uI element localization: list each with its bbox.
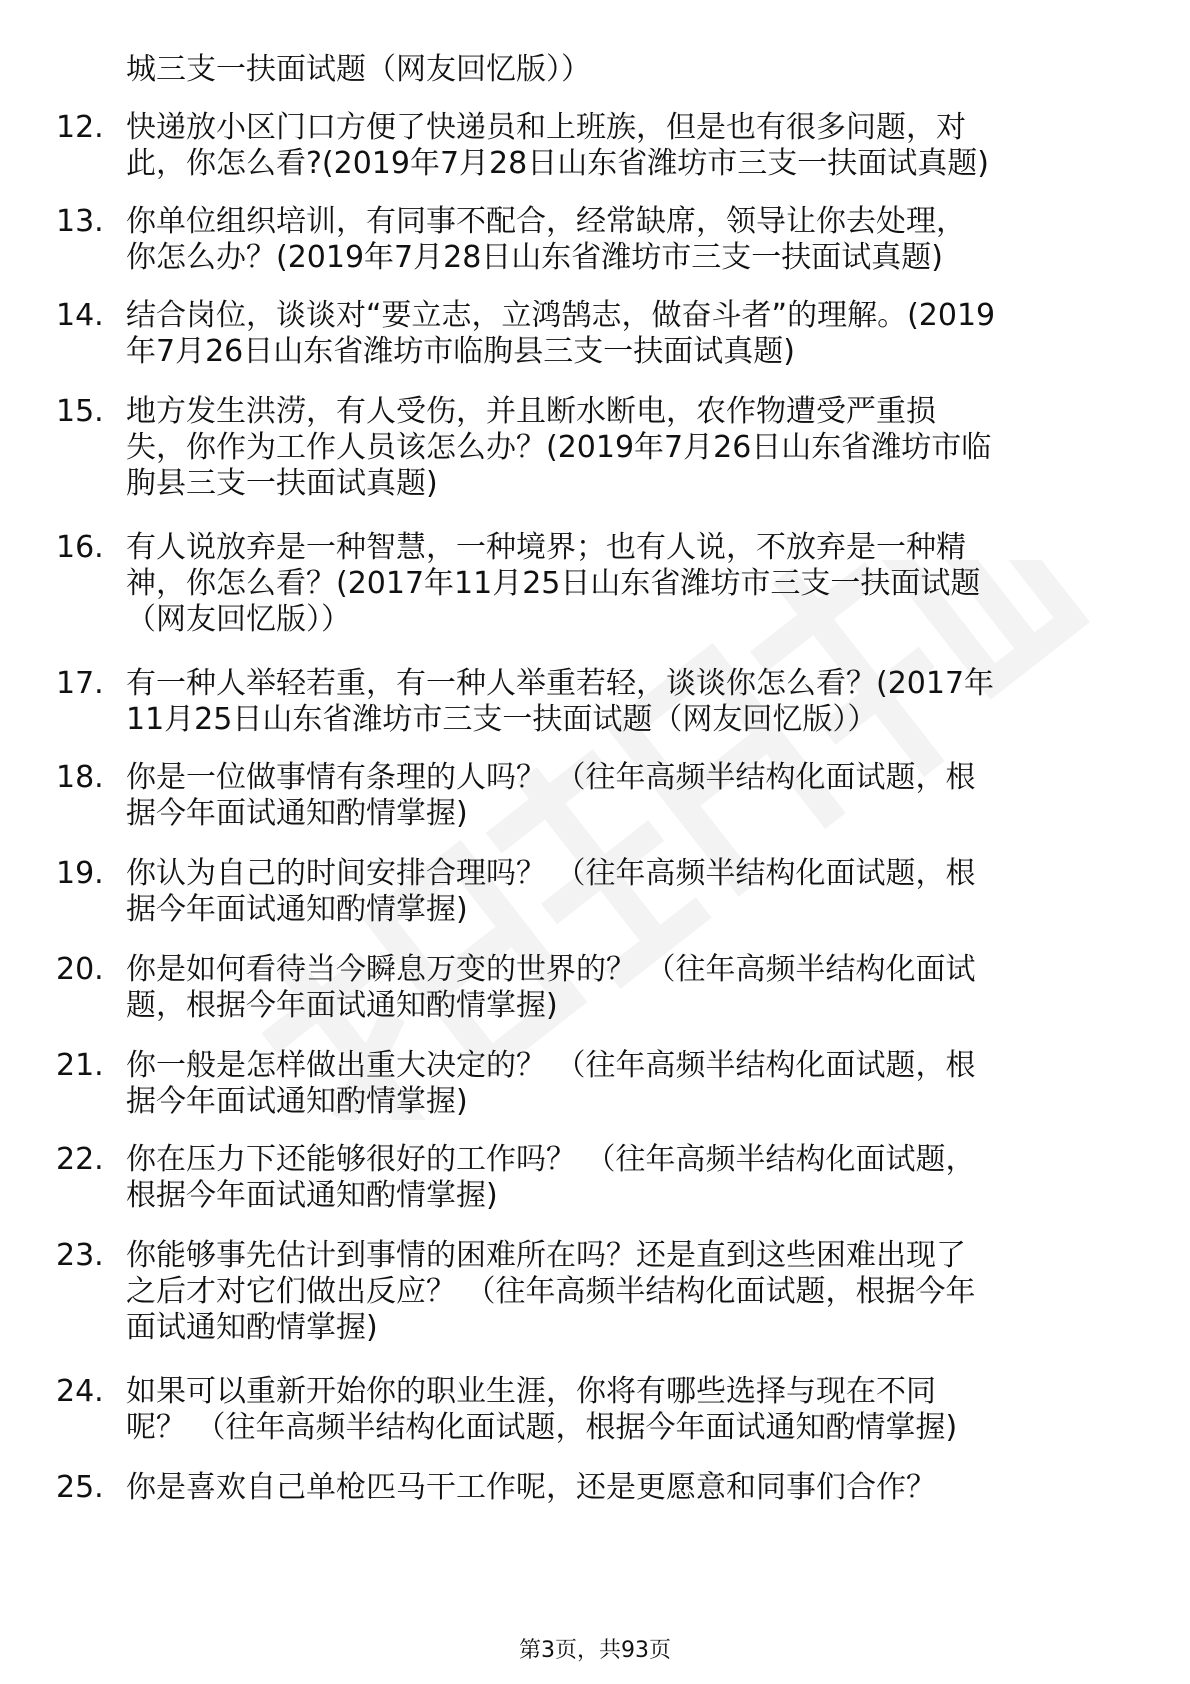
question-line: 之后才对它们做出反应？ （往年高频半结构化面试题，根据今年	[126, 1274, 976, 1309]
question-line: 你是一位做事情有条理的人吗？ （往年高频半结构化面试题，根	[126, 760, 976, 795]
question-text	[126, 952, 1126, 1024]
question-line: 有一种人举轻若重，有一种人举重若轻，谈谈你怎么看？(2017年	[126, 666, 995, 701]
watermark-graphic	[160, 560, 1160, 1120]
watermark	[160, 560, 1160, 1120]
question-line: 面试通知酌情掌握)	[126, 1310, 378, 1345]
question-line: 据今年面试通知酌情掌握)	[126, 892, 468, 927]
page-footer: 第3页，共93页	[519, 1638, 671, 1663]
question-line: 根据今年面试通知酌情掌握)	[126, 1178, 498, 1213]
question-number: 12.	[56, 110, 104, 145]
question-number: 13.	[56, 204, 104, 239]
question-line: 有人说放弃是一种智慧，一种境界；也有人说，不放弃是一种精	[126, 530, 966, 565]
question-text	[126, 1048, 1126, 1120]
question-text	[126, 1374, 1126, 1446]
question-text	[126, 760, 1126, 832]
question-text	[126, 204, 1126, 276]
question-text	[126, 1238, 1126, 1346]
question-line: 题，根据今年面试通知酌情掌握)	[126, 988, 558, 1023]
question-text	[126, 1142, 1126, 1214]
question-line: 你是如何看待当今瞬息万变的世界的？ （往年高频半结构化面试	[126, 952, 976, 987]
question-line: 快递放小区门口方便了快递员和上班族，但是也有很多问题，对	[126, 110, 966, 145]
question-number: 22.	[56, 1142, 104, 1177]
question-line: 如果可以重新开始你的职业生涯，你将有哪些选择与现在不同	[126, 1374, 936, 1409]
question-number: 25.	[56, 1470, 104, 1505]
question-line: 朐县三支一扶面试真题)	[126, 466, 438, 501]
question-line: 呢？ （往年高频半结构化面试题，根据今年面试通知酌情掌握)	[126, 1410, 958, 1445]
question-number: 20.	[56, 952, 104, 987]
question-line: 你认为自己的时间安排合理吗？ （往年高频半结构化面试题，根	[126, 856, 976, 891]
question-line: 结合岗位，谈谈对“要立志，立鸿鹄志，做奋斗者”的理解。(2019	[126, 298, 996, 333]
question-text	[126, 298, 1126, 370]
question-line: 你在压力下还能够很好的工作吗？ （往年高频半结构化面试题，	[126, 1142, 976, 1177]
question-line: 你单位组织培训，有同事不配合，经常缺席，领导让你去处理，	[126, 204, 966, 239]
question-line: 年7月26日山东省潍坊市临朐县三支一扶面试真题)	[126, 334, 795, 369]
question-number: 15.	[56, 394, 104, 429]
question-line: 失，你作为工作人员该怎么办？(2019年7月26日山东省潍坊市临	[126, 430, 992, 465]
question-line: 你能够事先估计到事情的困难所在吗？还是直到这些困难出现了	[126, 1238, 966, 1273]
question-text	[126, 52, 1126, 88]
question-text	[126, 1470, 1126, 1506]
question-line: 神，你怎么看？(2017年11月25日山东省潍坊市三支一扶面试题	[126, 566, 981, 601]
question-line: 城三支一扶面试题（网友回忆版））	[126, 52, 591, 87]
question-number: 16.	[56, 530, 104, 565]
question-line: 你怎么办？(2019年7月28日山东省潍坊市三支一扶面试真题)	[126, 240, 944, 275]
question-line: 此，你怎么看?(2019年7月28日山东省潍坊市三支一扶面试真题)	[126, 146, 989, 181]
question-text	[126, 856, 1126, 928]
question-number: 24.	[56, 1374, 104, 1409]
question-line: （网友回忆版））	[126, 602, 351, 637]
question-line: 你一般是怎样做出重大决定的？ （往年高频半结构化面试题，根	[126, 1048, 976, 1083]
question-line: 地方发生洪涝，有人受伤，并且断水断电，农作物遭受严重损	[126, 394, 936, 429]
question-line: 你是喜欢自己单枪匹马干工作呢，还是更愿意和同事们合作？	[126, 1470, 936, 1505]
question-text	[126, 666, 1126, 738]
question-number: 21.	[56, 1048, 104, 1083]
question-text	[126, 110, 1126, 182]
question-text	[126, 394, 1126, 502]
question-number: 18.	[56, 760, 104, 795]
question-number: 14.	[56, 298, 104, 333]
question-number: 23.	[56, 1238, 104, 1273]
question-text	[126, 530, 1126, 638]
question-line: 据今年面试通知酌情掌握)	[126, 1084, 468, 1119]
question-number: 19.	[56, 856, 104, 891]
question-line: 11月25日山东省潍坊市三支一扶面试题（网友回忆版））	[126, 702, 878, 737]
question-line: 据今年面试通知酌情掌握)	[126, 796, 468, 831]
question-number: 17.	[56, 666, 104, 701]
